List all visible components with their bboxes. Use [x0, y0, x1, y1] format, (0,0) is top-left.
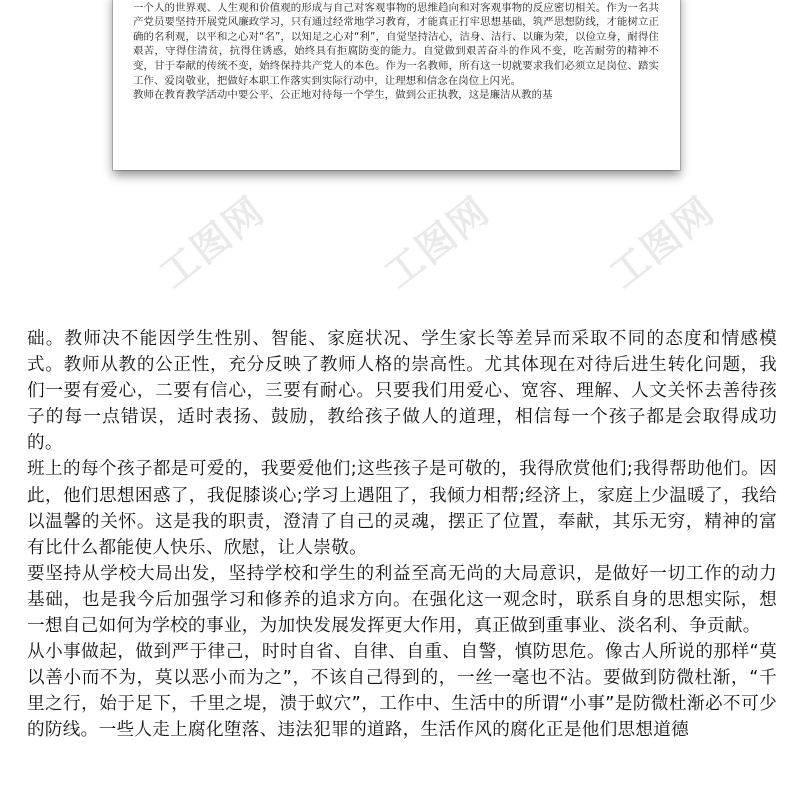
- body-paragraph: 础。教师决不能因学生性别、智能、家庭状况、学生家长等差异而采取不同的态度和情感模式。教师从教的公正性，充分反映了教师人格的崇高性。尤其体现在对待后进生转化问题，我们一要有爱心，二要有信心，三要有耐心。只要我们用爱心、宽容、理解、人文关怀去善待孩子的每一点错误，适时表扬、鼓励，教给孩子做人的道理，相信每一个孩子都是会取得成功的。: [27, 329, 777, 454]
- watermark: 工图网: [376, 187, 498, 297]
- preview-paragraph: 一个人的世界观、人生观和价值观的形成与自己对客观事物的思维趋向和对客观事物的反应密切相关。作为一名共产党员要坚持开展党风廉政学习，只有通过经常地学习教育，才能真正打牢思想基础，筑严思想防线，才能树立正确的名利观，以平和之心对“名”，以知足之心对“利”，自觉坚持洁心，洁身、洁行、以廉为荣，以俭立身，耐得住艰苦，守得住清贫，抗得住诱惑，始终具有拒腐防变的能力。自觉做到艰苦奋斗的作风不变，吃苦耐劳的精神不变，甘于奉献的传统不变，始终保持共产党人的本色。作为一名教师，所有这一切就要求我们必须立足岗位、踏实工作、爱岗敬业，把做好本职工作落实到实际行动中，让理想和信念在岗位上闪光。: [133, 1, 659, 87]
- watermark: 工图网: [601, 187, 723, 297]
- document-body: [27, 326, 777, 744]
- body-paragraph: 从小事做起，做到严于律己，时时自省、自律、自重、自警，慎防思危。像古人所说的那样“莫以善小而不为，莫以恶小而为之”，不该自己得到的，一丝一毫也不沾。要做到防微杜渐，“千里之行，始于足下，千里之堤，溃于蚁穴”，工作中、生活中的所谓“小事”是防微杜渐必不可少的防线。一些人走上腐化堕落、违法犯罪的道路，生活作风的腐化正是他们思想道德: [27, 642, 777, 741]
- body-paragraph: 要坚持从学校大局出发，坚持学校和学生的利益至高无尚的大局意识，是做好一切工作的动力基础，也是我今后加强学习和修养的追求方向。在强化这一观念时，联系自身的思想实际，想一想自己如何为学校的事业，为加快发展发挥更大作用，真正做到重事业、淡名利、争贡献。: [27, 563, 777, 637]
- page-preview-text: [133, 0, 659, 103]
- body-paragraph: 班上的每个孩子都是可爱的，我要爱他们;这些孩子是可敬的，我得欣赏他们;我得帮助他们。因此，他们思想困惑了，我促膝谈心;学习上遇阻了，我倾力相帮;经济上，家庭上少温暖了，我给以温馨的关怀。这是我的职责，澄清了自己的灵魂，摆正了位置，奉献，其乐无穷，精神的富有比什么都能使人快乐、欣慰，让人崇敬。: [27, 459, 777, 558]
- document-page-preview: [113, 0, 680, 170]
- watermark: 工图网: [151, 187, 273, 297]
- preview-area: [0, 0, 800, 297]
- preview-paragraph: 教师在教育教学活动中要公平、公正地对待每一个学生，做到公正执教，这是廉洁从教的基: [133, 89, 553, 102]
